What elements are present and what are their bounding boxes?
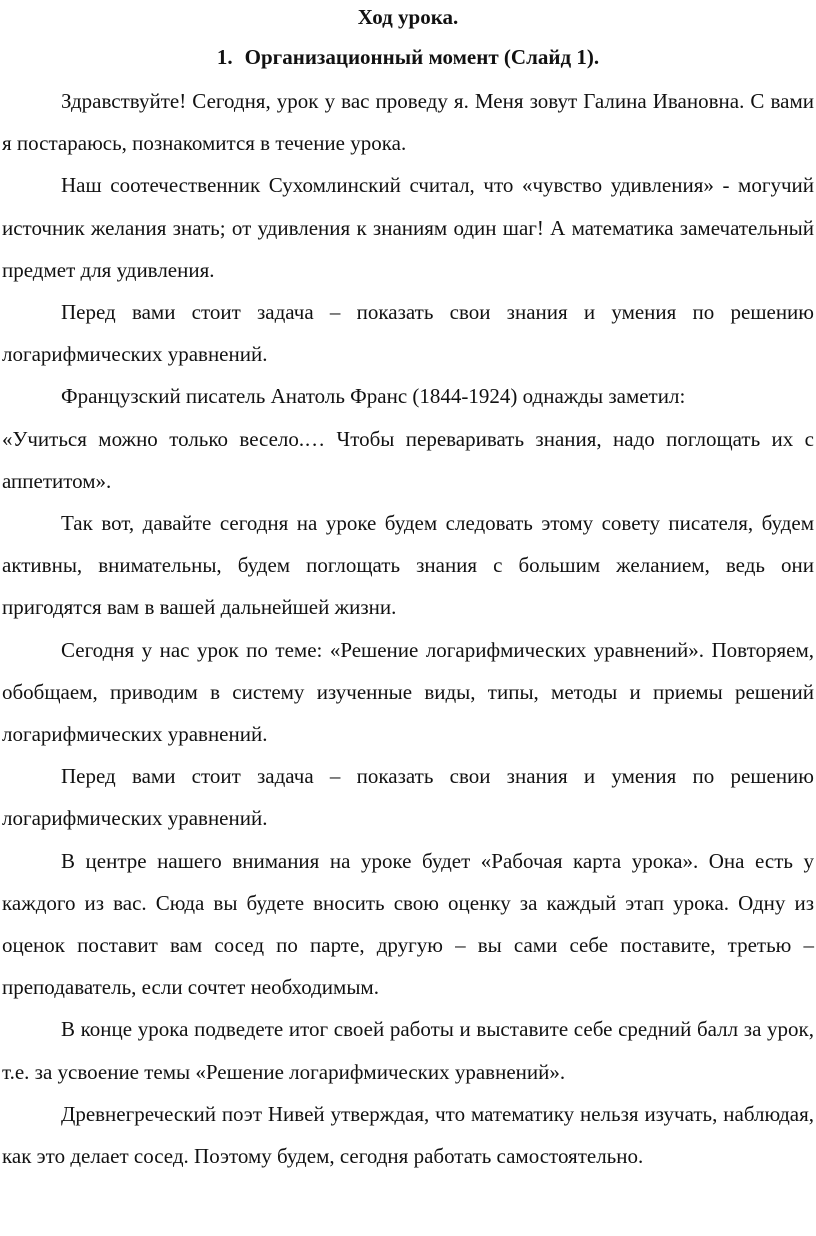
paragraph-task-repeat: Перед вами стоит задача – показать свои знания и умения по решению логарифмических уравнений. [2, 764, 814, 831]
paragraph-france-intro: Французский писатель Анатоль Франс (1844-1924) однажды заметил: [61, 384, 686, 409]
paragraph-topic: Сегодня у нас урок по теме: «Решение логарифмических уравнений». Повторяем, обобщаем, приводим в систему изученные виды, типы, методы и приемы решений логарифмических уравнений. [2, 637, 814, 747]
paragraph-work-card: В центре нашего внимания на уроке будет «Рабочая карта урока». Она есть у каждого из вас. Сюда вы будете вносить свою оценку за каждый этап урока. Одну из оценок поставит вам сосед по парте, другую – вы сами себе поставите, третью – преподаватель, если сочтет необходимым. [2, 848, 814, 1000]
paragraph-sukhomlinsky: Наш соотечественник Сухомлинский считал, что «чувство удивления» - могучий источник желания знать; от удивления к знаниям один шаг! А математика замечательный предмет для удивления. [2, 173, 814, 282]
paragraph-summary: В конце урока подведете итог своей работы и выставите себе средний балл за урок, т.е. за усвоение темы «Решение логарифмических уравнений». [2, 1017, 814, 1084]
lesson-title: Ход урока. [357, 5, 459, 29]
section-title: Организационный момент (Слайд 1). [244, 45, 600, 69]
paragraph-greeting: Здравствуйте! Сегодня, урок у вас проведу я. Меня зовут Галина Ивановна. С вами я постараюсь, познакомится в течение урока. [2, 89, 814, 156]
section-number: 1. [216, 45, 233, 69]
paragraph-advice: Так вот, давайте сегодня на уроке будем следовать этому совету писателя, будем активны, внимательны, будем поглощать знания с большим желанием, ведь они пригодятся вам в вашей дальнейшей жизни. [2, 511, 814, 620]
paragraph-france-quote: «Учиться можно только весело.… Чтобы переваривать знания, надо поглощать их с аппетитом». [2, 426, 814, 493]
paragraph-independent-work: Древнегреческий поэт Нивей утверждая, что математику нельзя изучать, наблюдая, как это делает сосед. Поэтому будем, сегодня работать самостоятельно. [2, 1101, 814, 1169]
document-body [2, 80, 814, 1177]
section-heading [0, 44, 816, 70]
paragraph-task: Перед вами стоит задача – показать свои знания и умения по решению логарифмических уравнений. [2, 300, 814, 367]
